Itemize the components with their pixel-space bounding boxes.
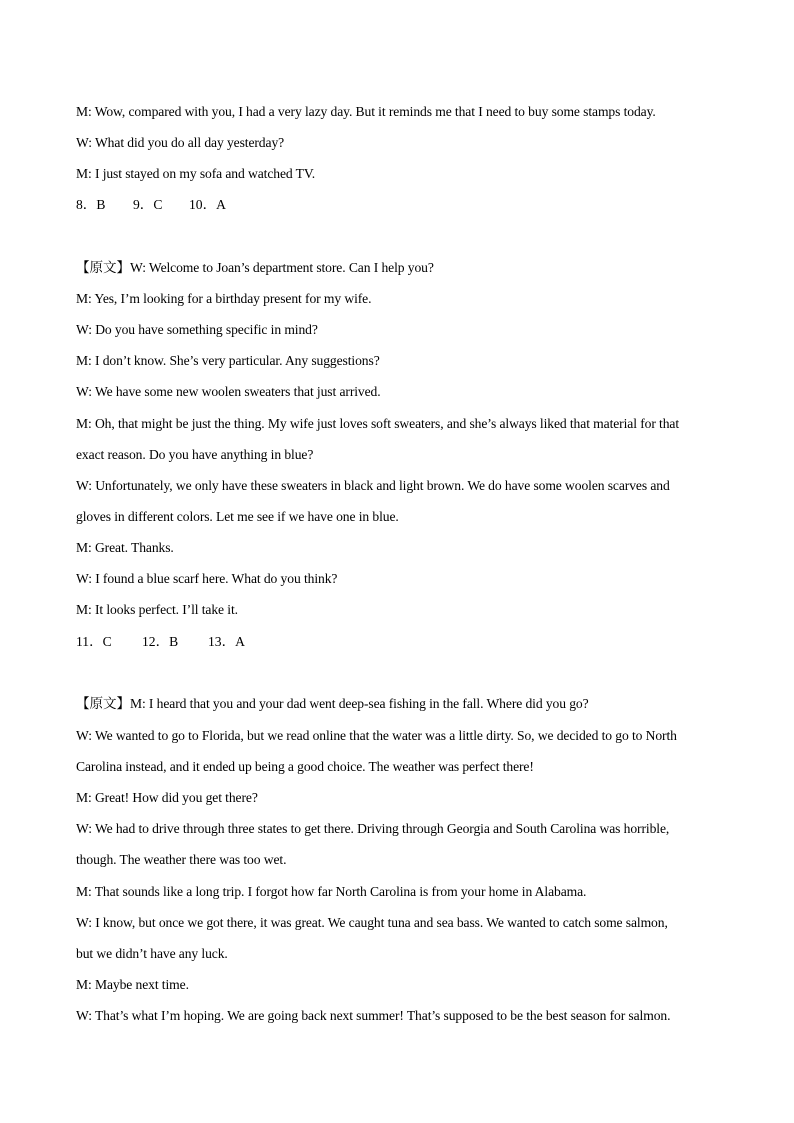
dialogue-line: W: That’s what I’m hoping. We are going back next summer! That’s supposed to be the best season for salmon. [76, 1008, 671, 1023]
dialogue-line: W: Do you have something specific in mind? [76, 322, 318, 337]
dialogue-line: W: We wanted to go to Florida, but we read online that the water was a little dirty. So, we decided to go to North [76, 728, 677, 743]
answer-item: 11．C [76, 634, 112, 649]
dialogue-line: W: Unfortunately, we only have these sweaters in black and light brown. We do have some woolen scarves and [76, 478, 670, 493]
dialogue-line: M: It looks perfect. I’ll take it. [76, 602, 238, 617]
transcript-heading-line: 【原文】W: Welcome to Joan’s department store. Can I help you? [76, 260, 434, 275]
dialogue-line: exact reason. Do you have anything in blue? [76, 447, 314, 462]
dialogue-line: M: I don’t know. She’s very particular. Any suggestions? [76, 353, 380, 368]
dialogue-line: M: Wow, compared with you, I had a very lazy day. But it reminds me that I need to buy some stamps today. [76, 104, 656, 119]
dialogue-line: but we didn’t have any luck. [76, 946, 228, 961]
dialogue-line: W: I know, but once we got there, it was great. We caught tuna and sea bass. We wanted to catch some salmon, [76, 915, 668, 930]
answer-item: 10．A [189, 197, 227, 212]
dialogue-line: M: That sounds like a long trip. I forgot how far North Carolina is from your home in Alabama. [76, 884, 587, 899]
transcript-heading-line: 【原文】M: I heard that you and your dad went deep-sea fishing in the fall. Where did you go? [76, 696, 589, 711]
dialogue-line: W: We had to drive through three states to get there. Driving through Georgia and South Carolina was horrible, [76, 821, 670, 836]
answer-item: 8．B [76, 197, 106, 212]
answer-item: 9．C [133, 197, 163, 212]
answer-key [76, 633, 726, 651]
dialogue-line: M: Oh, that might be just the thing. My wife just loves soft sweaters, and she’s always liked that material for that [76, 416, 680, 431]
answer-key [76, 196, 726, 214]
answer-item: 13．A [208, 634, 246, 649]
dialogue-line: M: Great! How did you get there? [76, 790, 258, 805]
answer-item: 12．B [142, 634, 179, 649]
dialogue-line: M: Yes, I’m looking for a birthday present for my wife. [76, 291, 372, 306]
dialogue-line: W: We have some new woolen sweaters that just arrived. [76, 384, 381, 399]
dialogue-line: M: Great. Thanks. [76, 540, 174, 555]
dialogue-line: W: What did you do all day yesterday? [76, 135, 285, 150]
dialogue-line: gloves in different colors. Let me see if we have one in blue. [76, 509, 399, 524]
dialogue-line: though. The weather there was too wet. [76, 852, 287, 867]
dialogue-line: Carolina instead, and it ended up being a good choice. The weather was perfect there! [76, 759, 534, 774]
dialogue-line: M: I just stayed on my sofa and watched TV. [76, 166, 316, 181]
dialogue-line: W: I found a blue scarf here. What do you think? [76, 571, 338, 586]
dialogue-line: M: Maybe next time. [76, 977, 189, 992]
